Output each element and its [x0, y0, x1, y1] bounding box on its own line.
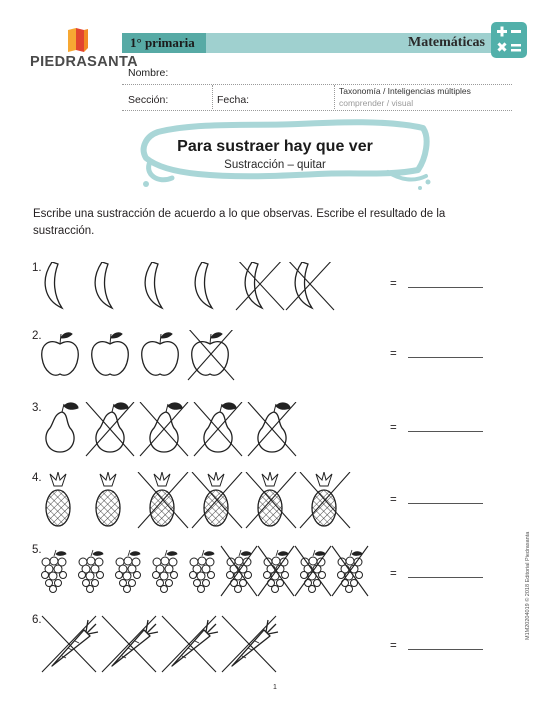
- grapes-icon: [295, 546, 331, 596]
- subject-label: Matemáticas: [408, 35, 485, 50]
- divider: [122, 110, 512, 111]
- exercise-5: [28, 544, 528, 604]
- brand-name: PIEDRASANTA: [30, 54, 139, 70]
- exercise-number: 5.: [32, 544, 42, 556]
- pear-icon: [46, 403, 78, 452]
- banana-icon: [236, 262, 284, 310]
- equals-sign: =: [390, 568, 397, 580]
- answer-line[interactable]: [408, 577, 483, 578]
- apple-group: [40, 330, 370, 390]
- taxonomy-values: comprender / visual: [339, 98, 414, 108]
- answer-line[interactable]: [408, 503, 483, 504]
- banana-icon: [45, 262, 62, 308]
- grade-label: 1° primaria: [122, 33, 206, 53]
- carrot-icon: [42, 616, 98, 672]
- answer-line[interactable]: [408, 357, 483, 358]
- equals-sign: =: [390, 348, 397, 360]
- grapes-icon: [258, 546, 294, 596]
- apple-icon: [92, 333, 129, 375]
- exercise-number: 3.: [32, 402, 42, 414]
- banana-group: [40, 262, 370, 322]
- pineapple-icon: [96, 472, 120, 526]
- equals-sign: =: [390, 494, 397, 506]
- equals-sign: =: [390, 278, 397, 290]
- equals-sign: =: [390, 640, 397, 652]
- exercise-number: 2.: [32, 330, 42, 342]
- equals-sign: =: [390, 422, 397, 434]
- section-field-label: Sección:: [128, 94, 169, 106]
- exercise-3: [28, 402, 528, 462]
- exercise-number: 4.: [32, 472, 42, 484]
- banana-icon: [195, 262, 212, 308]
- pear-icon: [248, 402, 296, 456]
- exercise-number: 1.: [32, 262, 42, 274]
- taxonomy-label: Taxonomía / Inteligencias múltiples: [339, 86, 471, 96]
- banana-icon: [95, 262, 112, 308]
- answer-line[interactable]: [408, 649, 483, 650]
- instructions: Escribe una sustracción de acuerdo a lo que observas. Escribe el resultado de la sustracción.: [33, 208, 446, 237]
- grapes-icon: [190, 550, 215, 593]
- grapes-icon: [116, 550, 141, 593]
- banana-icon: [145, 262, 162, 308]
- exercise-4: [28, 472, 528, 532]
- book-logo-icon: [66, 28, 90, 52]
- answer-line[interactable]: [408, 431, 483, 432]
- divider: [122, 84, 512, 85]
- publisher-logo: [30, 28, 139, 72]
- exercise-number: 6.: [32, 614, 42, 626]
- header-band: [122, 33, 495, 53]
- page-number: 1: [273, 684, 277, 691]
- grapes-group: [40, 544, 400, 604]
- pear-icon: [194, 402, 242, 456]
- pineapple-group: [40, 472, 370, 532]
- carrot-icon: [162, 616, 218, 672]
- copyright-note: M1M20204019 © 2018 Editorial Piedrasanta: [525, 531, 531, 640]
- name-field-label: Nombre:: [128, 67, 169, 79]
- pineapple-icon: [46, 472, 70, 526]
- pear-icon: [140, 402, 188, 456]
- pineapple-icon: [192, 472, 242, 528]
- carrot-group: [40, 614, 370, 674]
- answer-line[interactable]: [408, 287, 483, 288]
- math-operations-icon: [491, 22, 527, 58]
- worksheet-title: Para sustraer hay que ver: [177, 138, 373, 155]
- carrot-icon: [102, 616, 158, 672]
- banana-icon: [286, 262, 334, 310]
- divider: [334, 85, 335, 109]
- grapes-icon: [221, 546, 257, 596]
- pear-group: [40, 402, 370, 462]
- pear-icon: [86, 402, 134, 456]
- exercise-2: [28, 330, 528, 390]
- worksheet-subtitle: Sustracción – quitar: [224, 159, 326, 171]
- exercise-6: [28, 614, 528, 674]
- grapes-icon: [79, 550, 104, 593]
- carrot-icon: [222, 616, 278, 672]
- grapes-icon: [42, 550, 67, 593]
- grapes-icon: [332, 546, 368, 596]
- exercise-1: [28, 262, 528, 322]
- grapes-icon: [153, 550, 178, 593]
- apple-icon: [42, 333, 79, 375]
- pineapple-icon: [138, 472, 188, 528]
- apple-icon: [142, 333, 179, 375]
- date-field-label: Fecha:: [217, 94, 250, 106]
- divider: [212, 85, 213, 109]
- pineapple-icon: [246, 472, 296, 528]
- pineapple-icon: [300, 472, 350, 528]
- apple-icon: [188, 330, 234, 380]
